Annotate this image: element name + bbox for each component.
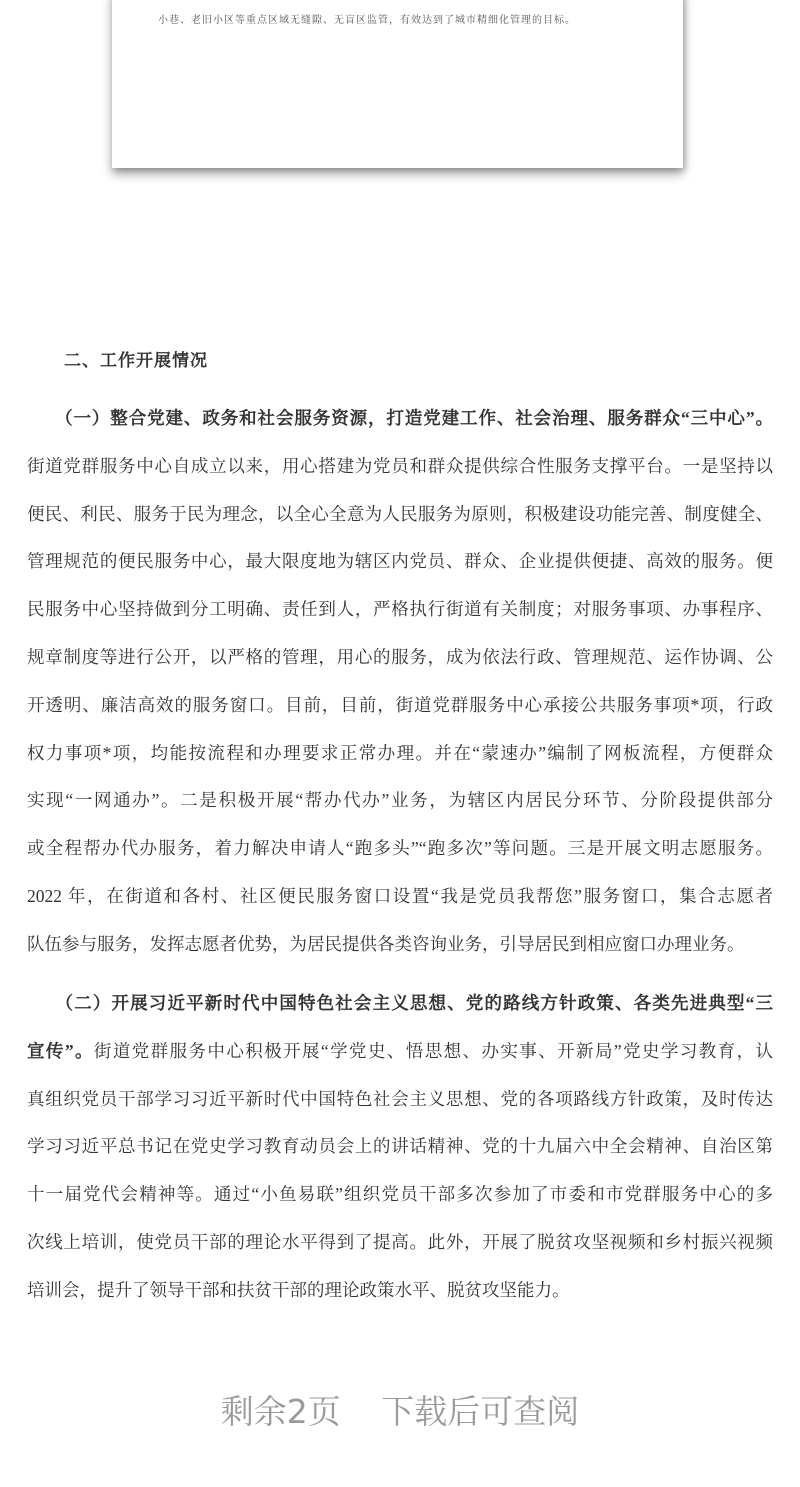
paragraph-line: 培训会，提升了领导干部和扶贫干部的理论政策水平、脱贫攻坚能力。 [27,1279,570,1300]
paragraph-line: 十一届党代会精神等。通过“小鱼易联”组织党员干部多次参加了市委和市党群服务中心的多 [27,1184,773,1205]
paragraph-line: 权力事项*项，均能按流程和办理要求正常办理。并在“蒙速办”编制了网板流程，方便群众 [27,742,773,763]
paragraph-line: 开透明、廉洁高效的服务窗口。目前，目前，街道党群服务中心承接公共服务事项*项，行政 [27,694,773,715]
paragraph-line: 队伍参与服务，发挥志愿者优势，为居民提供各类咨询业务，引导居民到相应窗口办理业务。 [27,933,745,954]
download-prompt[interactable] [0,1386,800,1433]
paragraph-line: 实现“一网通办”。二是积极开展“帮办代办”业务，为辖区内居民分环节、分阶段提供部分 [27,790,773,811]
paragraph-line: 次线上培训，使党员干部的理论水平得到了提高。此外，开展了脱贫攻坚视频和乡村振兴视频 [27,1232,773,1252]
paragraph-line: 学习习近平总书记在党史学习教育动员会上的讲话精神、党的十九届六中全会精神、自治区第 [27,1136,773,1157]
paragraph-lead-line: （二）开展习近平新时代中国特色社会主义思想、党的路线方针政策、各类先进典型“三 [27,993,773,1013]
section-heading: 二、工作开展情况 [64,351,208,370]
previous-page-preview [112,0,683,168]
download-hint-text: 下载后可查阅 [381,1392,580,1431]
paragraph-line: 真组织党员干部学习习近平新时代中国特色社会主义思想、党的各项路线方针政策，及时传达 [27,1088,773,1109]
paragraph-line: 便民、利民、服务于民为理念，以全心全意为人民服务为原则，积极建设功能完善、制度健全、 [27,503,773,524]
paragraph-line: 民服务中心坚持做到分工明确、责任到人，严格执行街道有关制度；对服务事项、办事程序、 [27,599,773,620]
paragraph-lead-line: （一）整合党建、政务和社会服务资源，打造党建工作、社会治理、服务群众“三中心”。 [27,408,773,428]
remaining-pages-text: 剩余2页 [220,1392,341,1431]
paragraph-line: 2022 年，在街道和各村、社区便民服务窗口设置“我是党员我帮您”服务窗口，集合志愿者 [27,886,773,906]
paragraph-line: 规章制度等进行公开，以严格的管理，用心的服务，成为依法行政、管理规范、运作协调、公 [27,647,773,667]
paragraph-line: 宣传”。街道党群服务中心积极开展“学党史、悟思想、办实事、开新局”党史学习教育，认 [27,1040,773,1061]
previous-page-text: 小巷、老旧小区等重点区域无缝隙、无盲区监管，有效达到了城市精细化管理的目标。 [158,15,576,26]
paragraph-line: 管理规范的便民服务中心，最大限度地为辖区内党员、群众、企业提供便捷、高效的服务。便 [27,551,773,572]
paragraph-line: 或全程帮办代办服务，着力解决申请人“跑多头”“跑多次”等问题。三是开展文明志愿服务。 [27,838,773,859]
paragraph-line: 街道党群服务中心自成立以来，用心搭建为党员和群众提供综合性服务支撑平台。一是坚持以 [27,455,773,476]
